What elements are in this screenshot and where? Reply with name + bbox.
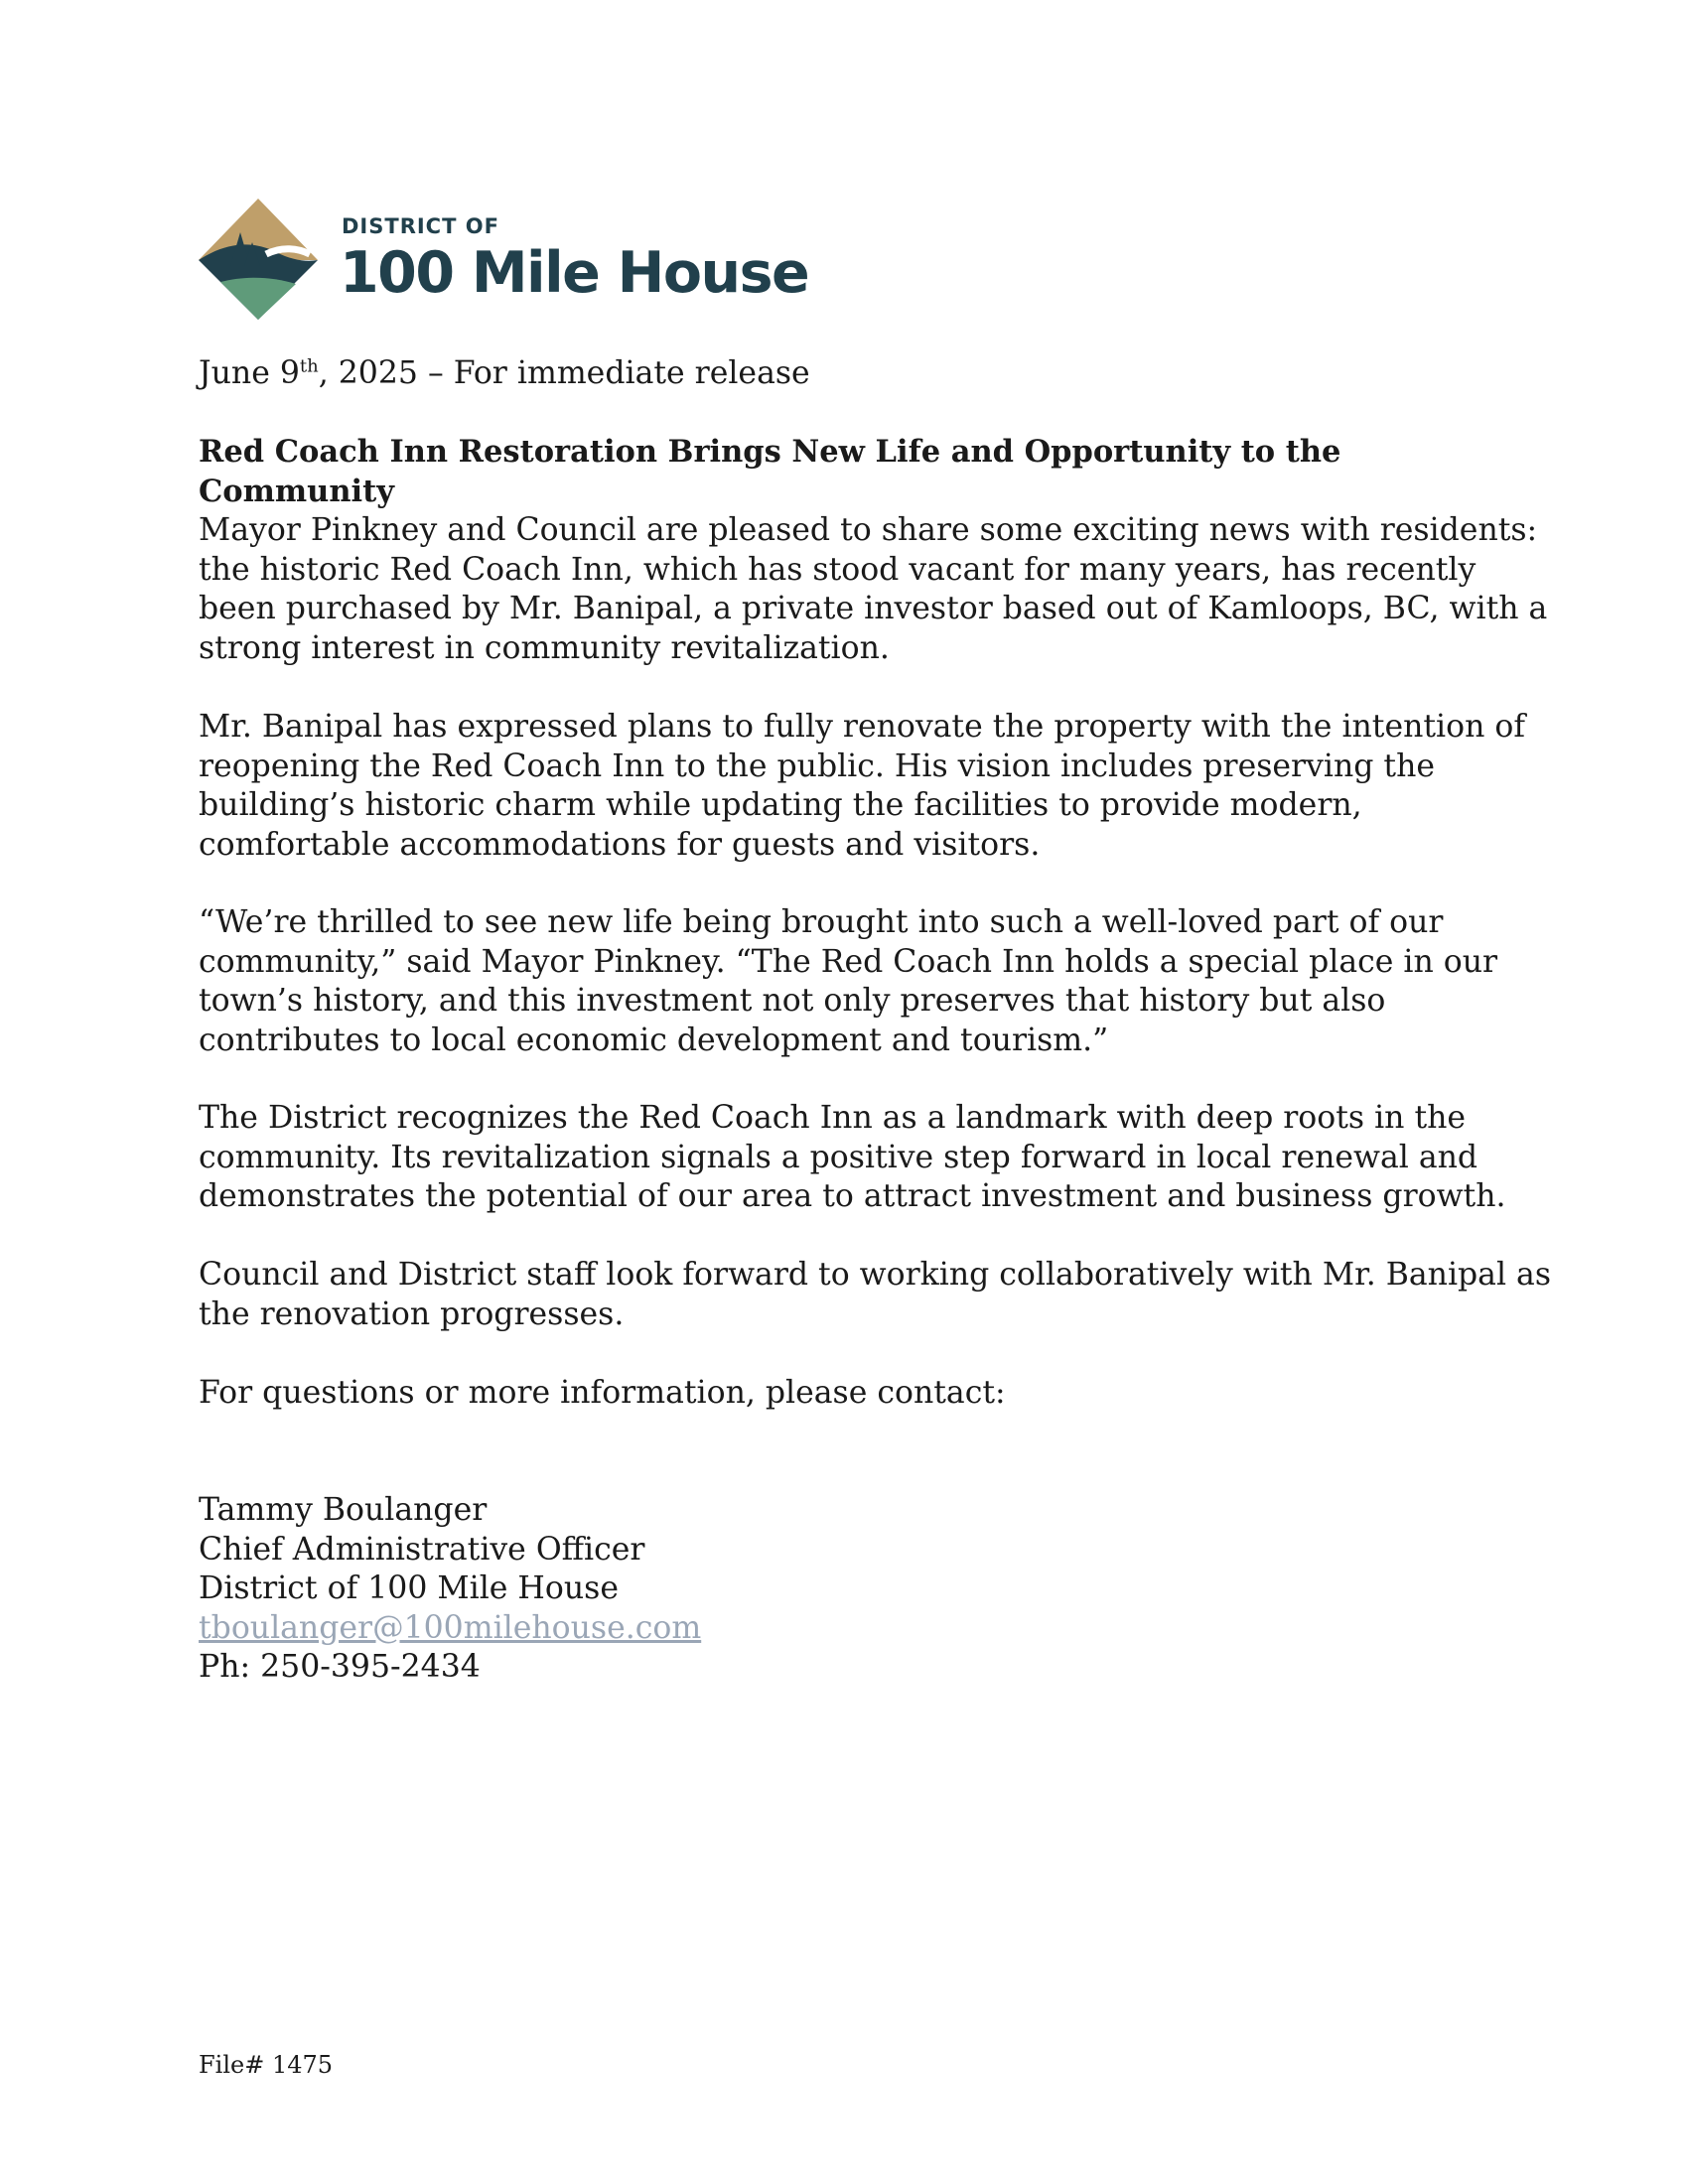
paragraph-1: Mayor Pinkney and Council are pleased to share some exciting news with residents: the historic Red Coach Inn, which has stood vacant for many years, has recently been purchased by Mr. Banipal, a private investor based out of Kamloops, BC, with a strong interest in community revitalization. bbox=[199, 512, 1548, 666]
logo-name-text: 100 Mile House bbox=[340, 240, 809, 306]
paragraph-3-quote: “We’re thrilled to see new life being brought into such a well-loved part of our community,” said Mayor Pinkney. “The Red Coach Inn holds a special place in our town’s history, and this investment not only preserves that history but also contributes to local economic development and tourism.” bbox=[199, 904, 1498, 1058]
headline: Red Coach Inn Restoration Brings New Life and Opportunity to the Community bbox=[199, 434, 1341, 509]
contact-email-link[interactable]: tboulanger@100milehouse.com bbox=[199, 1609, 702, 1646]
contact-org: District of 100 Mile House bbox=[199, 1570, 619, 1606]
contact-title: Chief Administrative Officer bbox=[199, 1531, 645, 1568]
logo-small-text: DISTRICT OF bbox=[342, 214, 499, 238]
district-logo bbox=[197, 197, 809, 321]
paragraph-4: The District recognizes the Red Coach Inn as a landmark with deep roots in the community. Its revitalization signals a positive step forward in local renewal and demonstrates the potential of our area to attract investment and business growth. bbox=[199, 1100, 1506, 1214]
paragraph-5: Council and District staff look forward to working collaboratively with Mr. Banipal as the renovation progresses. bbox=[199, 1257, 1551, 1332]
logo-mark-icon bbox=[197, 197, 320, 320]
contact-name: Tammy Boulanger bbox=[199, 1492, 488, 1528]
contact-phone: Ph: 250-395-2434 bbox=[199, 1649, 481, 1685]
paragraph-2: Mr. Banipal has expressed plans to fully renovate the property with the intention of reopening the Red Coach Inn to the public. His vision includes preserving the building’s historic charm while updating the facilities to provide modern, comfortable accommodations for guests and visitors. bbox=[199, 709, 1526, 863]
release-date: June 9th, 2025 – For immediate release bbox=[199, 355, 810, 391]
contact-block bbox=[199, 1491, 1509, 1688]
file-number: File# 1475 bbox=[199, 2051, 334, 2079]
paragraph-contact-intro: For questions or more information, please contact: bbox=[199, 1375, 1006, 1411]
